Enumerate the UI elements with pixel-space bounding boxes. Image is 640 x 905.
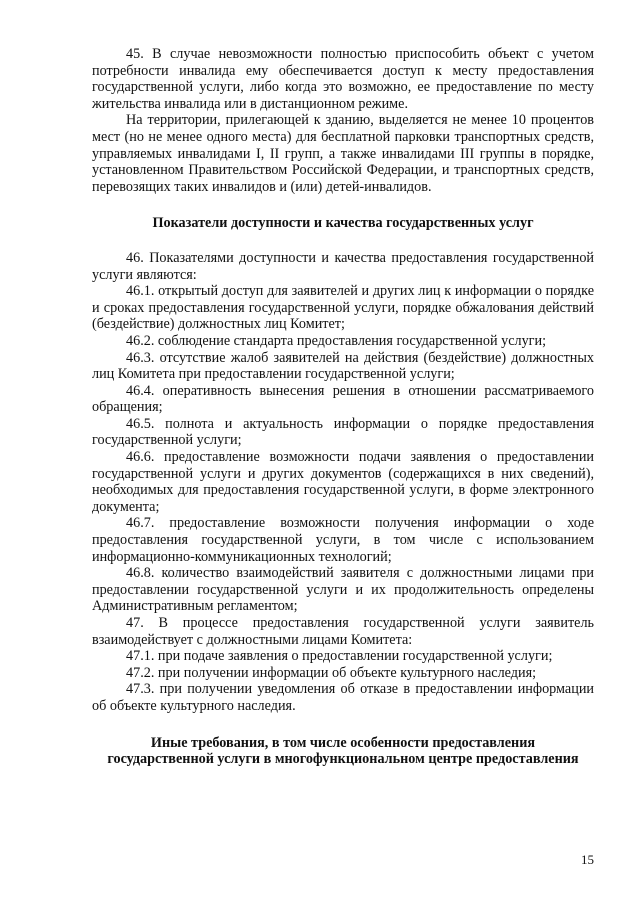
section-heading-other-requirements-line-1: Иные требования, в том числе особенности предоставления <box>150 734 536 751</box>
paragraph-parking: На территории, прилегающей к зданию, выделяется не менее 10 процентов мест (но не менее одного места) для бесплатной парковки транспортных средств, управляемых инвалидами I, II групп, а также инвалидами III группы в порядке, установленном Правительством Российской Федерации, и транспортных средств, перевозящих таких инвалидов и (или) детей-инвалидов. <box>92 112 594 195</box>
paragraph-46-7: 46.7. предоставление возможности получения информации о ходе предоставления государственной услуги, в том числе с использованием информационно-коммуникационных технологий; <box>92 515 594 565</box>
document-body <box>92 46 594 768</box>
paragraph-47-1: 47.1. при подаче заявления о предоставлении государственной услуги; <box>126 648 553 665</box>
paragraph-46-3: 46.3. отсутствие жалоб заявителей на действия (бездействие) должностных лиц Комитета при предоставлении государственной услуги; <box>92 349 594 383</box>
paragraph-46-8: 46.8. количество взаимодействий заявителя с должностными лицами при предоставлении государственной услуги и их продолжительность определены Административным регламентом; <box>92 565 594 615</box>
paragraph-45: 45. В случае невозможности полностью приспособить объект с учетом потребности инвалида ему обеспечивается доступ к месту предоставления государственной услуги, либо когда это возможно, ее предоставление по месту жительства инвалида или в дистанционном режиме. <box>92 46 594 112</box>
paragraph-46: 46. Показателями доступности и качества предоставления государственной услуги являются: <box>92 249 594 283</box>
paragraph-47: 47. В процессе предоставления государственной услуги заявитель взаимодействует с должностными лицами Комитета: <box>92 615 594 648</box>
paragraph-46-1: 46.1. открытый доступ для заявителей и других лиц к информации о порядке и сроках предоставления государственной услуги, порядке обжалования действий (бездействие) должностных лиц Комитет; <box>92 283 594 333</box>
paragraph-46-2: 46.2. соблюдение стандарта предоставления государственной услуги; <box>126 332 547 349</box>
paragraph-46-6: 46.6. предоставление возможности подачи заявления о предоставлении государственной услуги и других документов (содержащихся в них сведений), необходимых для предоставления государственной услуги, в форме электронного документа; <box>92 449 594 515</box>
paragraph-46-5: 46.5. полнота и актуальность информации о порядке предоставления государственной услуги; <box>92 415 594 449</box>
paragraph-46-4: 46.4. оперативность вынесения решения в отношении рассматриваемого обращения; <box>92 382 594 416</box>
page-number: 15 <box>581 852 594 867</box>
paragraph-47-2: 47.2. при получении информации об объекте культурного наследия; <box>126 664 537 681</box>
paragraph-47-3: 47.3. при получении уведомления об отказе в предоставлении информации об объекте культурного наследия. <box>92 681 594 714</box>
section-heading-other-requirements-line-2: государственной услуги в многофункциональном центре предоставления <box>107 751 579 768</box>
section-heading-accessibility: Показатели доступности и качества государственных услуг <box>152 215 534 232</box>
